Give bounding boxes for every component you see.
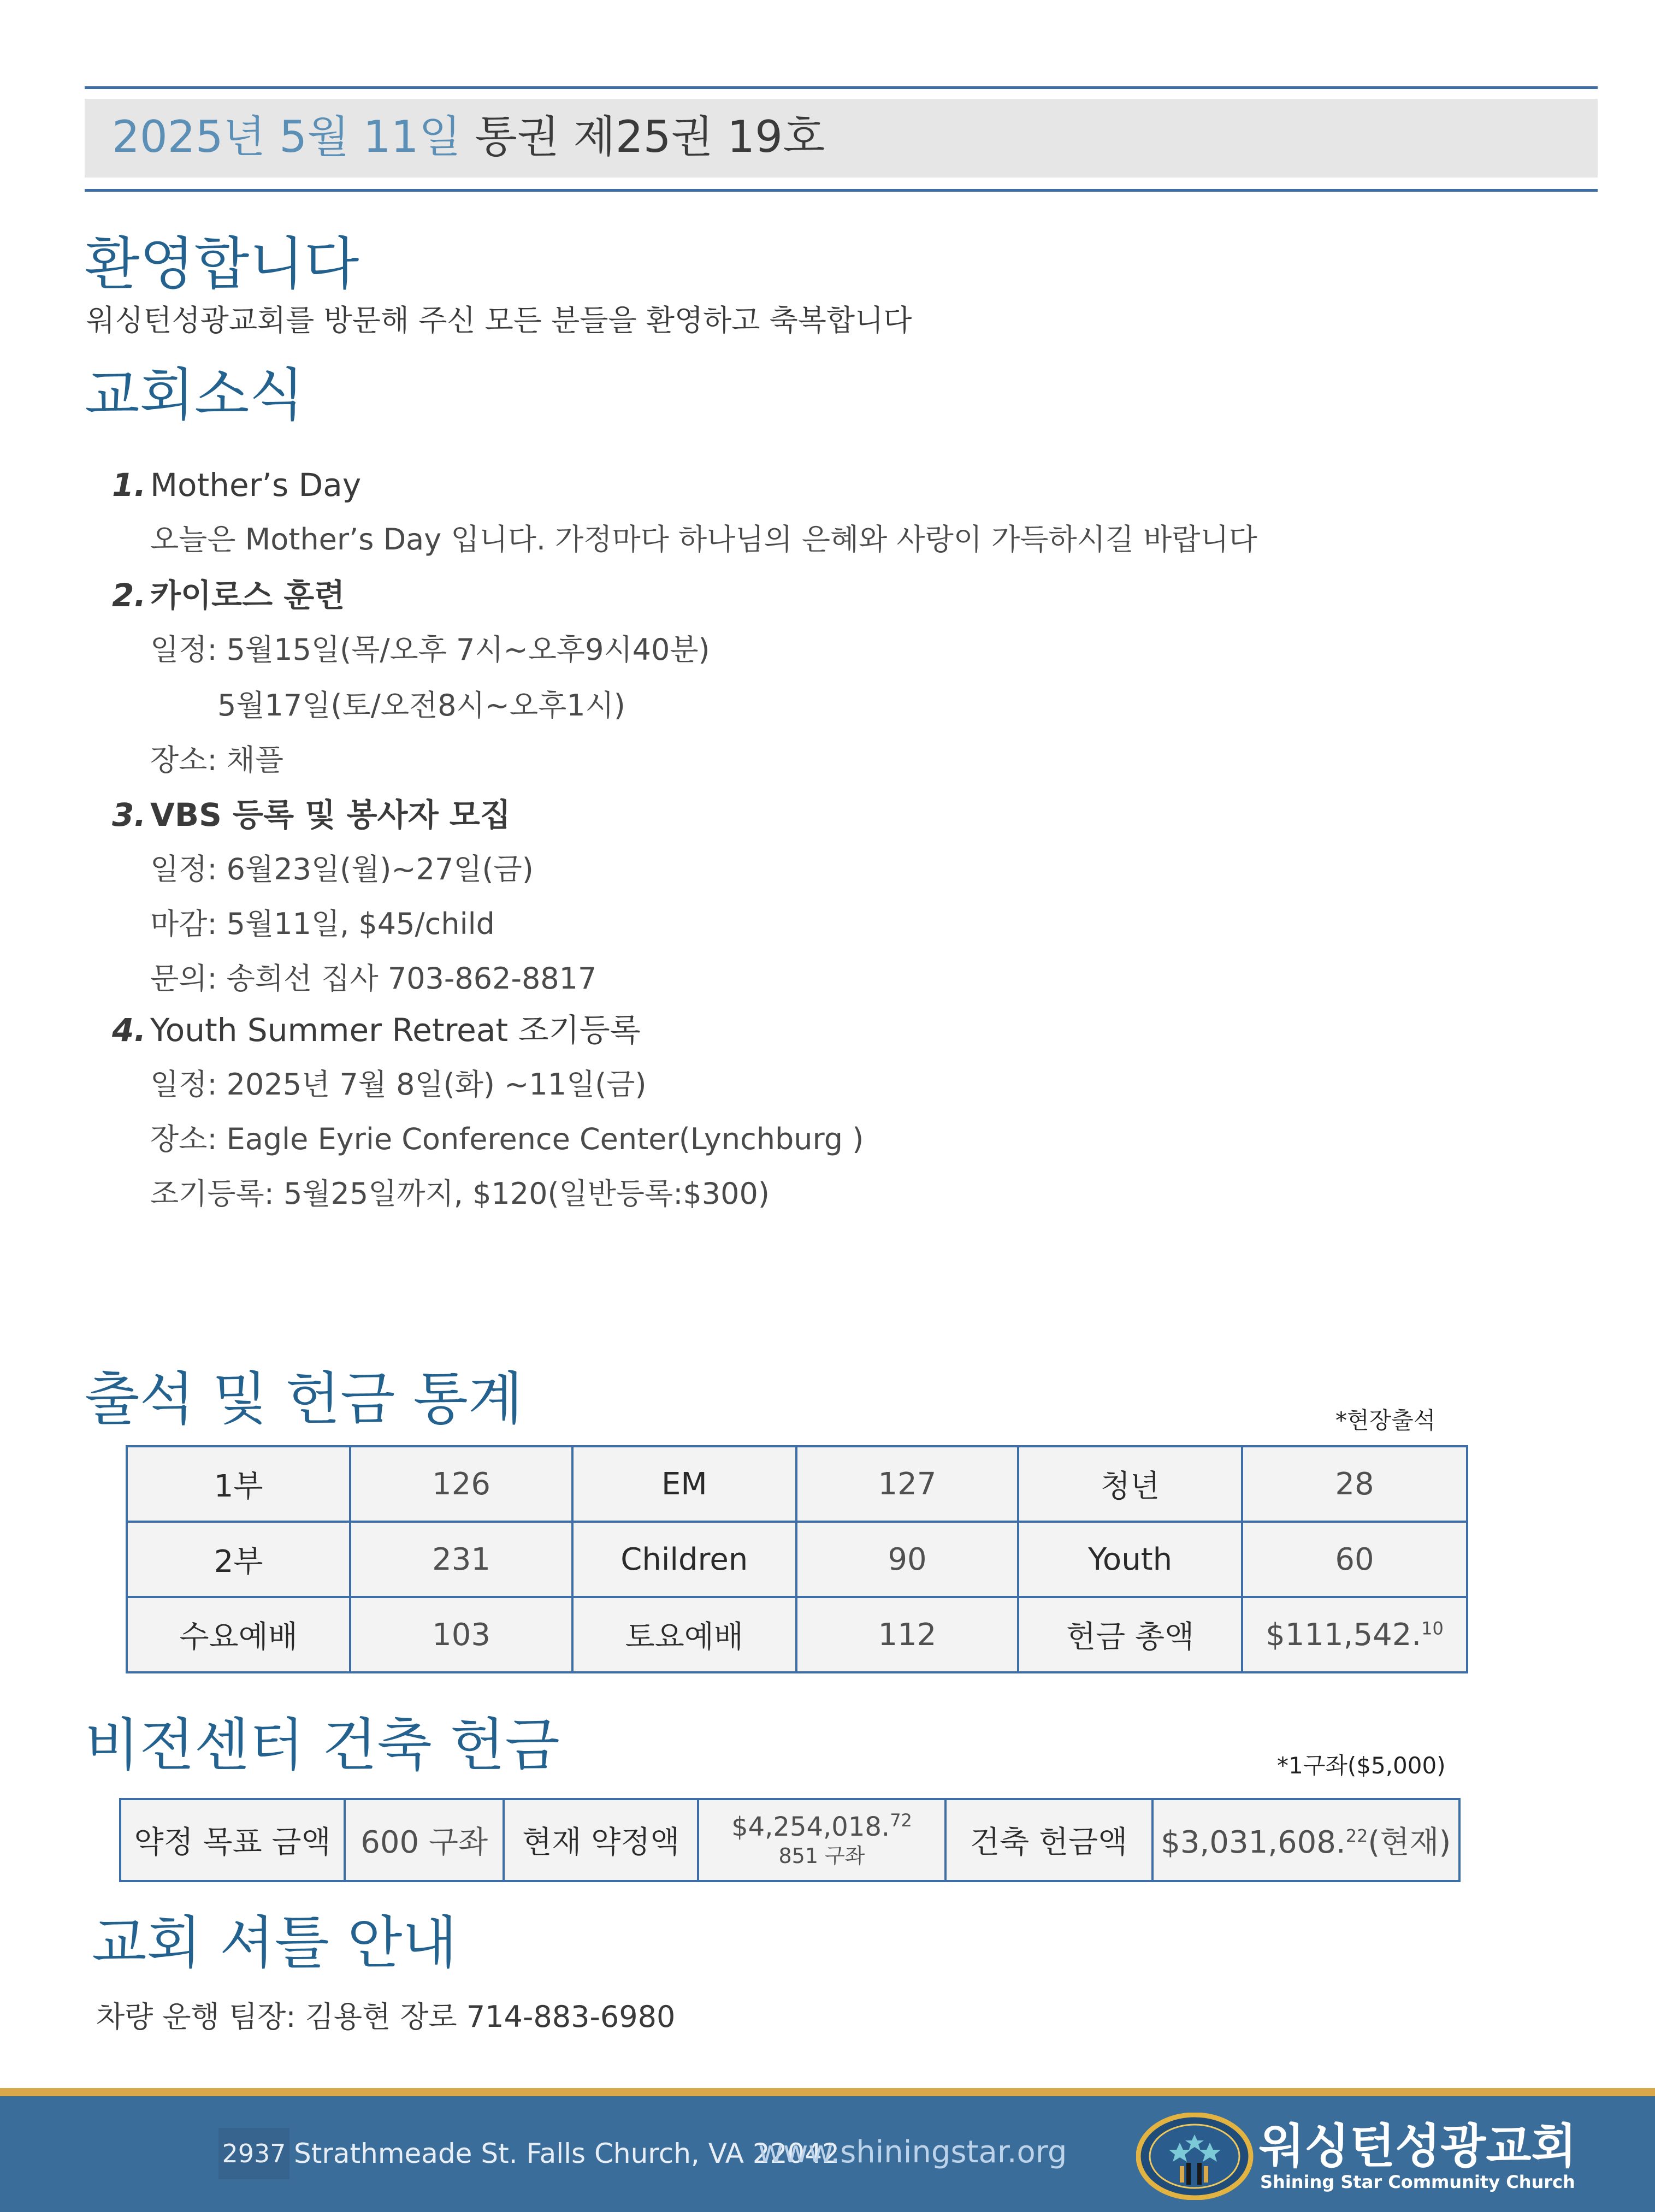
table-cell: 1부 [127,1446,350,1522]
header-top-rule [85,86,1598,89]
news-item-4-line: 장소: Eagle Eyrie Conference Center(Lynchburg ) [150,1122,864,1156]
table-cell: EM [572,1446,796,1522]
shuttle-text: 차량 운행 팀장: 김용현 장로 714-883-6980 [96,2000,676,2034]
news-item-label: Youth Summer Retreat 조기등록 [150,1012,641,1049]
table-cell: 126 [350,1446,572,1522]
church-name-korean: 워싱턴성광교회 [1259,2119,1577,2174]
building-title: 비전센터 건축 헌금 [85,1712,560,1778]
news-item-2-line: 5월17일(토/오전8시~오후1시) [217,688,625,723]
footer-address: Strathmeade St. Falls Church, VA 22042 [294,2138,840,2169]
bulletin-header [112,107,825,167]
current-pledge-cell [698,1799,945,1881]
news-item-3-title [112,793,511,837]
news-item-number: 2. [112,577,146,614]
stats-table [126,1445,1468,1673]
news-item-2-title [112,573,345,617]
pledge-goal-label: 약정 목표 금액 [120,1799,345,1881]
current-pledge-label: 현재 약정액 [504,1799,698,1881]
fund-cents: 22 [1345,1825,1368,1847]
welcome-title: 환영합니다 [85,230,359,297]
fund-label: 건축 헌금액 [945,1799,1152,1881]
table-cell: 청년 [1018,1446,1242,1522]
fund-suffix: (현재) [1368,1825,1451,1860]
table-cell: 수요예배 [127,1597,350,1672]
building-note: *1구좌($5,000) [1277,1752,1446,1779]
news-item-2-line: 일정: 5월15일(목/오후 7시~오후9시40분) [150,632,710,667]
offering-total: $111,542. [1266,1617,1422,1653]
table-row [120,1799,1459,1881]
news-item-number: 1. [112,466,146,504]
table-cell: 112 [796,1597,1019,1672]
news-item-number: 3. [112,796,146,833]
footer-accent-line [0,2088,1655,2096]
table-cell: 2부 [127,1522,350,1597]
current-pledge-units: 851 구좌 [778,1844,865,1868]
table-row [127,1446,1467,1522]
current-pledge-cents: 72 [890,1810,912,1831]
bulletin-date: 2025년 5월 11일 [112,111,461,162]
footer-website-link[interactable]: www.shiningstar.org [758,2134,1067,2170]
table-row [127,1597,1467,1672]
current-pledge-amount: $4,254,018. [731,1812,890,1842]
current-pledge-value [699,1811,944,1843]
news-item-3-line: 일정: 6월23일(월)~27일(금) [150,852,534,886]
footer-street-number: 2937 [218,2128,289,2179]
stats-title: 출석 및 헌금 통계 [85,1365,523,1432]
table-cell: 127 [796,1446,1019,1522]
fund-value: $3,031,608. [1161,1825,1346,1860]
offering-total-cell [1242,1597,1467,1672]
church-name-english: Shining Star Community Church [1260,2172,1575,2192]
table-cell: 90 [796,1522,1019,1597]
table-cell: 103 [350,1597,572,1672]
news-item-1-title [112,463,361,507]
building-table [119,1798,1461,1882]
church-seal-icon [1136,2113,1254,2200]
news-item-label: 카이로스 훈련 [150,577,345,614]
news-item-label: VBS 등록 및 봉사자 모집 [150,796,511,833]
news-item-number: 4. [112,1012,146,1049]
news-item-3-line: 마감: 5월11일, $45/child [150,907,495,941]
welcome-text: 워싱턴성광교회를 방문해 주신 모든 분들을 환영하고 축복합니다 [86,303,912,338]
news-item-4-line: 일정: 2025년 7월 8일(화) ~11일(금) [150,1067,647,1102]
shuttle-title: 교회 셔틀 안내 [92,1909,457,1976]
news-item-label: Mother’s Day [150,466,362,504]
news-title: 교회소식 [85,362,304,428]
table-cell: 231 [350,1522,572,1597]
bulletin-volume: 통권 제25권 19호 [475,111,825,162]
table-cell: 60 [1242,1522,1467,1597]
table-cell: Youth [1018,1522,1242,1597]
fund-value-cell [1152,1799,1459,1881]
news-item-4-title [112,1008,641,1052]
table-cell: Children [572,1522,796,1597]
header-bottom-rule [85,189,1598,192]
table-cell: 헌금 총액 [1018,1597,1242,1672]
table-cell: 28 [1242,1446,1467,1522]
pledge-goal-value: 600 구좌 [345,1799,504,1881]
table-cell: 토요예배 [572,1597,796,1672]
news-item-3-line: 문의: 송희선 집사 703-862-8817 [150,961,597,996]
offering-total-cents: 10 [1421,1617,1444,1639]
news-item-4-line: 조기등록: 5월25일까지, $120(일반등록:$300) [150,1176,770,1211]
news-item-1-line: 오늘은 Mother’s Day 입니다. 가정마다 하나님의 은혜와 사랑이 가득하시길 바랍니다 [150,522,1257,557]
news-item-2-line: 장소: 채플 [150,743,284,777]
stats-note: *현장출석 [1335,1407,1436,1434]
table-row [127,1522,1467,1597]
